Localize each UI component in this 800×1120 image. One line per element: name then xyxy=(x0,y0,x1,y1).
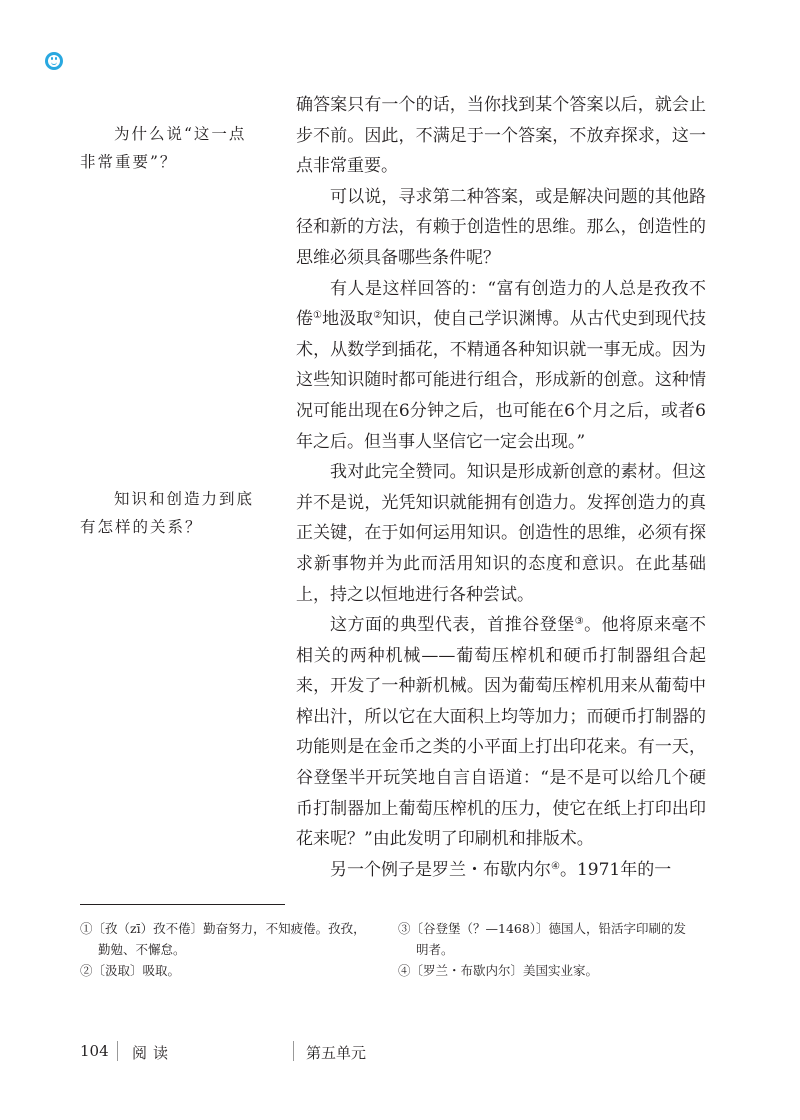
paragraph: 我对此完全赞同。知识是形成新创意的素材。但这并不是说，光凭知识就能拥有创造力。发挥创造力的真正关键，在于如何运用知识。创造性的思维，必须有探求新事物并为此而活用知识的态度和意识。在此基础上，持之以恒地进行各种尝试。 xyxy=(296,462,706,605)
paragraph: 有人是这样回答的：“富有创造力的人总是孜孜不倦①地汲取②知识，使自己学识渊博。从古代史到现代技术，从数学到插花，不精通各种知识就一事无成。因为这些知识随时都可能进行组合，形成新的创意。这种情况可能出现在6分钟之后，也可能在6个月之后，或者6年之后。但当事人坚信它一定会出现。” xyxy=(296,278,707,452)
side-note-line: 有怎样的关系？ xyxy=(80,518,203,536)
page-number: 104 xyxy=(80,1042,109,1060)
footnote-divider xyxy=(80,904,285,905)
footnote-marker: ② xyxy=(373,310,383,322)
paragraph: 这方面的典型代表，首推谷登堡③。他将原来毫不相关的两种机械——葡萄压榨机和硬币打制器组合起来，开发了一种新机械。因为葡萄压榨机用来从葡萄中榨出汁，所以它在大面积上均等加力；而硬币打制器的功能则是在金币之类的小平面上打出印花来。有一天，谷登堡半开玩笑地自言自语道：“是不是可以给几个硬币打制器加上葡萄压榨机的压力，使它在纸上打印出印花来呢？”由此发明了印刷机和排版术。 xyxy=(296,615,707,850)
paragraph: 可以说，寻求第二种答案，或是解决问题的其他路径和新的方法，有赖于创造性的思维。那么，创造性的思维必须具备哪些条件呢？ xyxy=(296,186,706,268)
unit-label: 第五单元 xyxy=(306,1044,367,1062)
footnotes-left xyxy=(80,918,375,981)
footnote: ③〔谷登堡（？—1468）〕德国人，铅活字印刷的发明者。 xyxy=(398,921,687,957)
footer-divider xyxy=(117,1041,118,1061)
footnote: ①〔孜（zī）孜不倦〕勤奋努力，不知疲倦。孜孜，勤勉、不懈怠。 xyxy=(80,921,366,957)
footnote: ④〔罗兰・布歇内尔〕美国实业家。 xyxy=(398,963,599,978)
side-note-question xyxy=(80,120,280,176)
side-note-question xyxy=(80,485,280,541)
side-note-line: 知识和创造力到底 xyxy=(114,490,255,508)
side-note-line: 为什么说“这一点 xyxy=(114,125,247,143)
footnotes-right xyxy=(398,918,698,981)
footnote-marker: ④ xyxy=(551,860,560,872)
footnote-marker: ① xyxy=(313,310,323,322)
paragraph: 确答案只有一个的话，当你找到某个答案以后，就会止步不前。因此，不满足于一个答案，不放弃探求，这一点非常重要。 xyxy=(296,95,706,177)
footnote-marker: ③ xyxy=(574,616,585,628)
main-text xyxy=(296,90,706,885)
book-section-label: 阅读 xyxy=(132,1044,175,1062)
side-note-line: 非常重要”？ xyxy=(80,153,178,171)
footer-divider xyxy=(293,1041,294,1061)
footnote: ②〔汲取〕吸取。 xyxy=(80,963,181,978)
smiley-face-icon xyxy=(45,52,63,70)
paragraph: 另一个例子是罗兰・布歇内尔④。1971年的一 xyxy=(330,859,672,880)
